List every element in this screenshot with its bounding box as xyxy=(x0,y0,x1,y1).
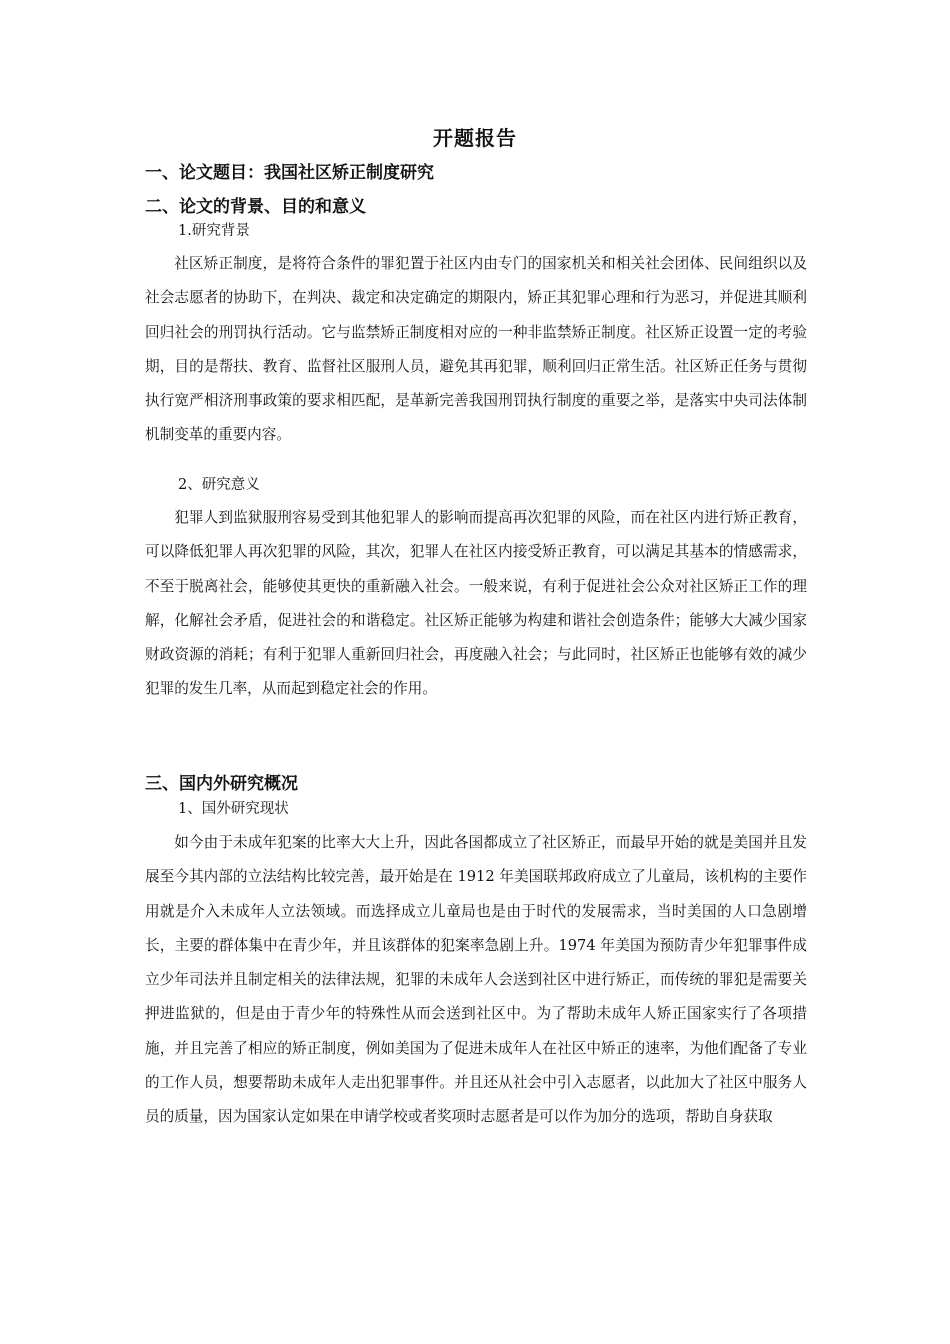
paragraph-foreign-research: 如今由于未成年犯案的比率大大上升，因此各国都成立了社区矫正，而最早开始的就是美国并且发展至今其内部的立法结构比较完善，最开始是在 1912 年美国联邦政府成立了儿童局，该机构的主要作用就是介入未成年人立法领域。而选择成立儿童局也是由于时代的发展需求，当时美国的人口急剧增长，主要的群体集中在青少年，并且该群体的犯案率急剧上升。1974 年美国为预防青少年犯罪事件成立少年司法并且制定相关的法律法规，犯罪的未成年人会送到社区中进行矫正，而传统的罪犯是需要关押进监狱的，但是由于青少年的特殊性从而会送到社区中。为了帮助未成年人矫正国家实行了各项措施，并且完善了相应的矫正制度，例如美国为了促进未成年人在社区中矫正的速率，为他们配备了专业的工作人员，想要帮助未成年人走出犯罪事件。并且还从社会中引入志愿者，以此加大了社区中服务人员的质量，因为国家认定如果在申请学校或者奖项时志愿者是可以作为加分的选项，帮助自身获取 xyxy=(145,834,807,1126)
subsection-label-research-background: 1.研究背景 xyxy=(178,223,250,239)
section-heading-background: 二、论文的背景、目的和意义 xyxy=(145,197,366,217)
paragraph-research-background: 社区矫正制度，是将符合条件的罪犯置于社区内由专门的国家机关和相关社会团体、民间组织以及社会志愿者的协助下，在判决、裁定和决定确定的期限内，矫正其犯罪心理和行为恶习，并促进其顺利回归社会的刑罚执行活动。它与监禁矫正制度相对应的一种非监禁矫正制度。社区矫正设置一定的考验期，目的是帮扶、教育、监督社区服刑人员，避免其再犯罪，顺利回归正常生活。社区矫正任务与贯彻执行宽严相济刑事政策的要求相匹配，是革新完善我国刑罚执行制度的重要之举，是落实中央司法体制机制变革的重要内容。 xyxy=(145,255,807,444)
subsection-label-research-significance: 2、研究意义 xyxy=(178,477,260,493)
page-title: 开题报告 xyxy=(433,126,517,150)
subsection-label-foreign-research: 1、国外研究现状 xyxy=(178,801,289,817)
section-heading-research-overview: 三、国内外研究概况 xyxy=(145,774,298,794)
paragraph-research-significance: 犯罪人到监狱服刑容易受到其他犯罪人的影响而提高再次犯罪的风险，而在社区内进行矫正教育，可以降低犯罪人再次犯罪的风险，其次，犯罪人在社区内接受矫正教育，可以满足其基本的情感需求，不至于脱离社会，能够使其更快的重新融入社会。一般来说，有利于促进社会公众对社区矫正工作的理解，化解社会矛盾，促进社会的和谐稳定。社区矫正能够为构建和谐社会创造条件；能够大大减少国家财政资源的消耗；有利于犯罪人重新回归社会，再度融入社会；与此同时，社区矫正也能够有效的减少犯罪的发生几率，从而起到稳定社会的作用。 xyxy=(145,509,807,698)
section-heading-thesis-topic: 一、论文题目：我国社区矫正制度研究 xyxy=(145,163,434,183)
